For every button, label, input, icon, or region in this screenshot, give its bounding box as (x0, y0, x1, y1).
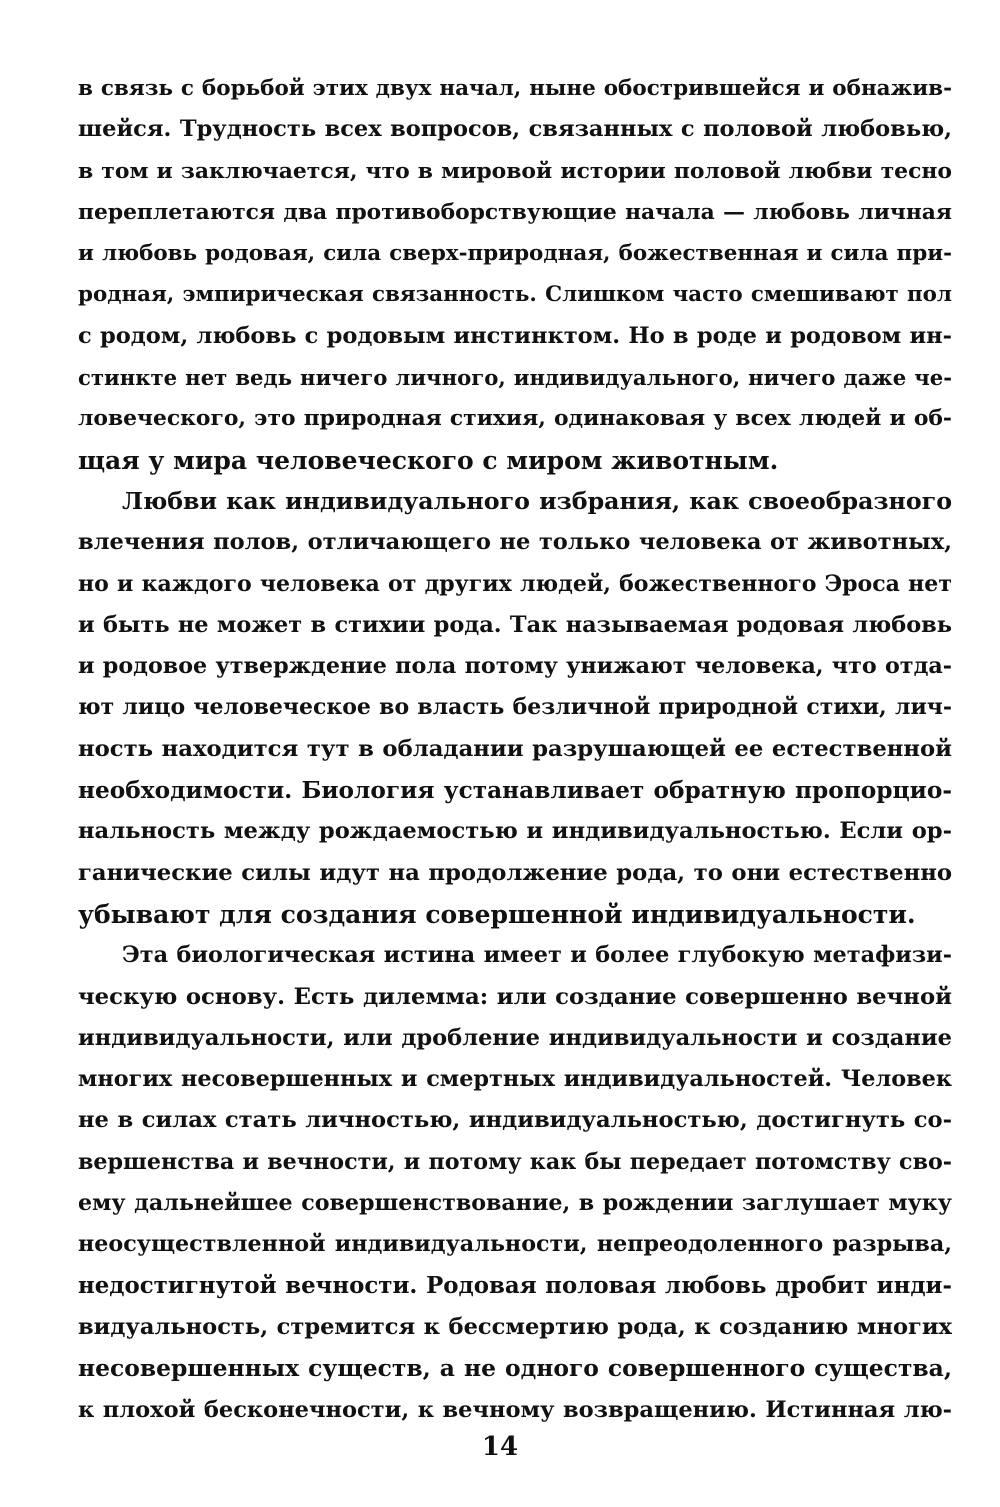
text-line: вершенства и вечности, и потому как бы передает потомству сво- (78, 1148, 952, 1175)
text-line: неосуществленной индивидуальности, непреодоленного разрыва, (78, 1231, 952, 1258)
text-line: ему дальнейшее совершенствование, в рождении заглушает муку (78, 1190, 952, 1217)
text-line: родная, эмпирическая связанность. Слишком часто смешивают пол (78, 282, 952, 308)
paragraph-2 (78, 481, 952, 935)
text-line: и быть не может в стихии рода. Так называемая родовая любовь (78, 611, 952, 638)
text-line: не в силах стать личностью, индивидуальностью, достигнуть со- (78, 1107, 952, 1134)
text-line: ческую основу. Есть дилемма: или создание совершенно вечной (78, 983, 952, 1010)
text-line: необходимости. Биология устанавливает обратную пропорцио- (78, 777, 952, 805)
text-line: ловеческого, это природная стихия, одинаковая у всех людей и об- (78, 405, 952, 432)
body-text (78, 68, 952, 1431)
paragraph-3 (78, 935, 952, 1431)
text-line: ность находится тут в обладании разрушающей ее естественной (78, 735, 952, 762)
text-line: к плохой бесконечности, к вечному возвращению. Истинная лю- (78, 1396, 952, 1423)
text-line: Любви как индивидуального избрания, как своеобразного (122, 486, 952, 515)
text-line: ганические силы идут на продолжение рода, то они естественно (78, 859, 952, 886)
text-line: и любовь родовая, сила сверх-природная, божественная и сила при- (78, 241, 952, 267)
page-number: 14 (481, 1432, 519, 1462)
text-line: но и каждого человека от других людей, божественного Эроса нет (78, 570, 952, 597)
text-line: в том и заключается, что в мировой истории половой любви тесно (78, 157, 952, 184)
text-line: несовершенных существ, а не одного совершенного существа, (78, 1354, 952, 1383)
text-line: щая у мира человеческого с миром животным. (78, 445, 779, 475)
paragraph-1 (78, 68, 952, 481)
text-line: влечения полов, отличающего не только человека от животных, (78, 529, 952, 556)
text-line: Эта биологическая истина имеет и более глубокую метафизи- (122, 942, 952, 969)
text-line: с родом, любовь с родовым инстинктом. Но в роде и родовом ин- (78, 322, 952, 349)
text-line: шейся. Трудность всех вопросов, связанных с половой любовью, (78, 116, 952, 143)
text-line: и родовое утверждение пола потому унижают человека, что отда- (78, 653, 952, 680)
text-line: в связь с борьбой этих двух начал, ныне обострившейся и обнажив- (78, 76, 952, 101)
text-line: индивидуальности, или дробление индивидуальности и создание (78, 1024, 952, 1051)
text-line: убывают для создания совершенной индивидуальности. (78, 899, 916, 929)
text-line: стинкте нет ведь ничего личного, индивидуального, ничего даже че- (78, 365, 952, 391)
text-line: многих несовершенных и смертных индивидуальностей. Человек (78, 1066, 952, 1093)
text-line: переплетаются два противоборствующие начала — любовь личная (78, 199, 952, 225)
text-line: видуальность, стремится к бессмертию рода, к созданию многих (78, 1313, 952, 1340)
text-line: ют лицо человеческое во власть безличной природной стихи, лич- (78, 694, 952, 721)
text-line: нальность между рождаемостью и индивидуальностью. Если ор- (78, 818, 952, 845)
text-line: недостигнутой вечности. Родовая половая любовь дробит инди- (78, 1272, 952, 1299)
